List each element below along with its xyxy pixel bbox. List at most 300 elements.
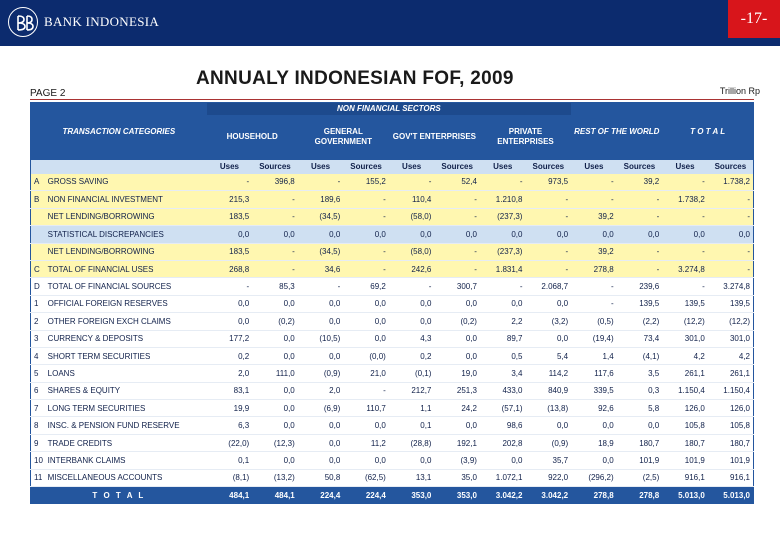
row-label: OFFICIAL FOREIGN RESERVES (45, 295, 207, 312)
group-header-row: REST OF THE WORLD (571, 103, 662, 160)
value-cell: 180,7 (662, 434, 708, 451)
value-cell: 111,0 (252, 365, 298, 382)
value-cell: 973,5 (525, 174, 571, 191)
value-cell: 0,2 (207, 347, 253, 364)
value-cell: - (434, 260, 480, 277)
value-cell: 0,0 (343, 226, 389, 243)
total-value-cell: 353,0 (389, 487, 435, 504)
value-cell: - (571, 295, 617, 312)
row-code: 3 (31, 330, 45, 347)
value-cell: 155,2 (343, 174, 389, 191)
value-cell: 177,2 (207, 330, 253, 347)
value-cell: (13,8) (525, 400, 571, 417)
value-cell: 39,2 (617, 174, 663, 191)
row-code (31, 243, 45, 260)
value-cell: 1.831,4 (480, 260, 526, 277)
value-cell: (58,0) (389, 208, 435, 225)
table-row (31, 400, 754, 417)
value-cell: 0,0 (571, 417, 617, 434)
value-cell: 0,0 (298, 417, 344, 434)
value-cell: 2,2 (480, 313, 526, 330)
value-cell: 0,0 (252, 382, 298, 399)
group-header-total: T O T A L (662, 103, 753, 160)
value-cell: 0,0 (434, 330, 480, 347)
row-label: GROSS SAVING (45, 174, 207, 191)
value-cell: 1.210,8 (480, 191, 526, 208)
value-cell: 0,0 (708, 226, 754, 243)
row-label: OTHER FOREIGN EXCH CLAIMS (45, 313, 207, 330)
value-cell: - (525, 243, 571, 260)
value-cell: (3,2) (525, 313, 571, 330)
value-cell: (237,3) (480, 208, 526, 225)
value-cell: - (571, 174, 617, 191)
row-code: C (31, 260, 45, 277)
row-code (31, 208, 45, 225)
value-cell: 0,0 (298, 434, 344, 451)
row-label: MISCELLANEOUS ACCOUNTS (45, 469, 207, 486)
total-value-cell: 484,1 (252, 487, 298, 504)
value-cell: (58,0) (389, 243, 435, 260)
value-cell: 139,5 (662, 295, 708, 312)
value-cell: 73,4 (617, 330, 663, 347)
value-cell: 0,0 (252, 347, 298, 364)
value-cell: (2,5) (617, 469, 663, 486)
value-cell: - (252, 243, 298, 260)
value-cell: 0,2 (389, 347, 435, 364)
value-cell: 433,0 (480, 382, 526, 399)
value-cell: - (252, 191, 298, 208)
page-title: ANNUALY INDONESIAN FOF, 2009 (196, 68, 514, 89)
value-cell: - (525, 191, 571, 208)
total-value-cell: 5.013,0 (662, 487, 708, 504)
value-cell: - (662, 243, 708, 260)
value-cell: 50,8 (298, 469, 344, 486)
value-cell: 0,0 (252, 400, 298, 417)
row-label: CURRENCY & DEPOSITS (45, 330, 207, 347)
value-cell: 1,1 (389, 400, 435, 417)
value-cell: 13,1 (389, 469, 435, 486)
value-cell: - (617, 191, 663, 208)
value-cell: 183,5 (207, 243, 253, 260)
value-cell: (10,5) (298, 330, 344, 347)
value-cell: 0,0 (252, 295, 298, 312)
value-cell: (0,2) (252, 313, 298, 330)
value-cell: - (708, 260, 754, 277)
uses-column-header: Uses (389, 160, 435, 174)
value-cell: 110,4 (389, 191, 435, 208)
value-cell: 189,6 (298, 191, 344, 208)
value-cell: 0,0 (298, 452, 344, 469)
value-cell: 5,4 (525, 347, 571, 364)
row-label: NON FINANCIAL INVESTMENT (45, 191, 207, 208)
value-cell: 2.068,7 (525, 278, 571, 295)
row-code: 11 (31, 469, 45, 486)
value-cell: 0,0 (207, 313, 253, 330)
row-code: B (31, 191, 45, 208)
value-cell: - (298, 174, 344, 191)
value-cell: 18,9 (571, 434, 617, 451)
value-cell: - (343, 243, 389, 260)
table-row (31, 295, 754, 312)
value-cell: 0,0 (298, 313, 344, 330)
value-cell: 39,2 (571, 243, 617, 260)
value-cell: (22,0) (207, 434, 253, 451)
value-cell: 180,7 (617, 434, 663, 451)
value-cell: 0,0 (434, 417, 480, 434)
value-cell: 916,1 (708, 469, 754, 486)
table-row (31, 208, 754, 225)
value-cell: (12,2) (708, 313, 754, 330)
total-value-cell: 5.013,0 (708, 487, 754, 504)
value-cell: 0,0 (434, 295, 480, 312)
value-cell: - (343, 382, 389, 399)
table-row (31, 174, 754, 191)
value-cell: 1.150,4 (662, 382, 708, 399)
value-cell: 0,1 (207, 452, 253, 469)
row-code: 5 (31, 365, 45, 382)
value-cell: - (207, 174, 253, 191)
value-cell: - (389, 278, 435, 295)
value-cell: (0,5) (571, 313, 617, 330)
value-cell: 139,5 (617, 295, 663, 312)
value-cell: 3,5 (617, 365, 663, 382)
value-cell: 139,5 (708, 295, 754, 312)
value-cell: 0,0 (525, 295, 571, 312)
value-cell: - (434, 208, 480, 225)
value-cell: 4,2 (708, 347, 754, 364)
sources-column-header: Sources (434, 160, 480, 174)
value-cell: - (252, 208, 298, 225)
value-cell: 2,0 (207, 365, 253, 382)
group-header-govt-enterprises: GOV'T ENTERPRISES (389, 115, 480, 160)
value-cell: (3,9) (434, 452, 480, 469)
value-cell: - (343, 191, 389, 208)
value-cell: 1,4 (571, 347, 617, 364)
fof-table (30, 102, 754, 504)
value-cell: 0,0 (662, 226, 708, 243)
value-cell: - (480, 174, 526, 191)
value-cell: 3.274,8 (662, 260, 708, 277)
value-cell: (12,3) (252, 434, 298, 451)
table-row (31, 226, 754, 243)
value-cell: 11,2 (343, 434, 389, 451)
value-cell: 69,2 (343, 278, 389, 295)
value-cell: 202,8 (480, 434, 526, 451)
table-row (31, 452, 754, 469)
sources-column-header: Sources (525, 160, 571, 174)
value-cell: (62,5) (343, 469, 389, 486)
value-cell: 85,3 (252, 278, 298, 295)
row-label: LOANS (45, 365, 207, 382)
group-header-private-enterprises: PRIVATE ENTERPRISES (480, 115, 571, 160)
value-cell: 278,8 (571, 260, 617, 277)
value-cell: 24,2 (434, 400, 480, 417)
table-row (31, 191, 754, 208)
sources-column-header: Sources (252, 160, 298, 174)
value-cell: (12,2) (662, 313, 708, 330)
value-cell: - (571, 191, 617, 208)
value-cell: 192,1 (434, 434, 480, 451)
row-code: 8 (31, 417, 45, 434)
brand-name: BANK INDONESIA (44, 14, 160, 29)
value-cell: 0,0 (207, 295, 253, 312)
value-cell: 0,0 (252, 226, 298, 243)
value-cell: 0,0 (207, 226, 253, 243)
value-cell: 6,3 (207, 417, 253, 434)
title-divider (30, 99, 754, 100)
value-cell: - (434, 243, 480, 260)
value-cell: 52,4 (434, 174, 480, 191)
value-cell: - (662, 174, 708, 191)
value-cell: 922,0 (525, 469, 571, 486)
value-cell: (0,0) (343, 347, 389, 364)
table-row (31, 278, 754, 295)
brand-logo (8, 7, 159, 37)
value-cell: 0,0 (525, 226, 571, 243)
value-cell: - (708, 243, 754, 260)
value-cell: (4,1) (617, 347, 663, 364)
sources-column-header: Sources (708, 160, 754, 174)
row-label: INSC. & PENSION FUND RESERVE (45, 417, 207, 434)
value-cell: 215,3 (207, 191, 253, 208)
value-cell: 0,0 (571, 452, 617, 469)
row-label: NET LENDING/BORROWING (45, 243, 207, 260)
row-label: TOTAL OF FINANCIAL SOURCES (45, 278, 207, 295)
total-value-cell: 224,4 (298, 487, 344, 504)
value-cell: 0,0 (617, 226, 663, 243)
row-code: 7 (31, 400, 45, 417)
value-cell: 0,5 (480, 347, 526, 364)
value-cell: 126,0 (708, 400, 754, 417)
value-cell: 0,0 (389, 295, 435, 312)
value-cell: 2,0 (298, 382, 344, 399)
value-cell: 117,6 (571, 365, 617, 382)
value-cell: - (343, 260, 389, 277)
value-cell: 0,0 (434, 347, 480, 364)
value-cell: 242,6 (389, 260, 435, 277)
row-code: 4 (31, 347, 45, 364)
value-cell: (0,9) (525, 434, 571, 451)
value-cell: (19,4) (571, 330, 617, 347)
value-cell: 840,9 (525, 382, 571, 399)
value-cell: 0,0 (252, 417, 298, 434)
value-cell: 126,0 (662, 400, 708, 417)
value-cell: (8,1) (207, 469, 253, 486)
value-cell: 83,1 (207, 382, 253, 399)
value-cell: 34,6 (298, 260, 344, 277)
value-cell: 301,0 (708, 330, 754, 347)
row-label: LONG TERM SECURITIES (45, 400, 207, 417)
row-label: SHORT TERM SECURITIES (45, 347, 207, 364)
value-cell: 268,8 (207, 260, 253, 277)
value-cell: 0,0 (389, 313, 435, 330)
uses-column-header: Uses (207, 160, 253, 174)
value-cell: 101,9 (708, 452, 754, 469)
value-cell: 0,0 (343, 313, 389, 330)
value-cell: 396,8 (252, 174, 298, 191)
value-cell: - (617, 260, 663, 277)
table-row (31, 365, 754, 382)
value-cell: 19,0 (434, 365, 480, 382)
value-cell: 0,0 (252, 452, 298, 469)
value-cell: - (525, 208, 571, 225)
total-value-cell: 278,8 (617, 487, 663, 504)
value-cell: 98,6 (480, 417, 526, 434)
value-cell: 0,0 (389, 452, 435, 469)
row-label: TRADE CREDITS (45, 434, 207, 451)
value-cell: 0,0 (480, 452, 526, 469)
value-cell: 35,0 (434, 469, 480, 486)
value-cell: 0,0 (343, 417, 389, 434)
table-row (31, 313, 754, 330)
total-row-label: T O T A L (31, 487, 207, 504)
value-cell: 1.150,4 (708, 382, 754, 399)
row-code: 10 (31, 452, 45, 469)
value-cell: 19,9 (207, 400, 253, 417)
value-cell: - (343, 208, 389, 225)
value-cell: 916,1 (662, 469, 708, 486)
value-cell: 0,0 (298, 347, 344, 364)
group-header-household: HOUSEHOLD (207, 115, 298, 160)
page-label: PAGE 2 (30, 88, 66, 99)
table-row (31, 260, 754, 277)
value-cell: - (480, 278, 526, 295)
value-cell: 101,9 (662, 452, 708, 469)
value-cell: 1.072,1 (480, 469, 526, 486)
row-code: 1 (31, 295, 45, 312)
uses-column-header: Uses (571, 160, 617, 174)
total-row (31, 487, 754, 504)
value-cell: 89,7 (480, 330, 526, 347)
value-cell: (0,2) (434, 313, 480, 330)
value-cell: (34,5) (298, 243, 344, 260)
value-cell: 0,0 (343, 330, 389, 347)
value-cell: 0,0 (298, 295, 344, 312)
table-row (31, 469, 754, 486)
value-cell: - (617, 208, 663, 225)
value-cell: 0,0 (480, 295, 526, 312)
non-financial-header: NON FINANCIAL SECTORS (207, 103, 571, 115)
value-cell: (2,2) (617, 313, 663, 330)
row-code: 9 (31, 434, 45, 451)
value-cell: (237,3) (480, 243, 526, 260)
uses-column-header: Uses (480, 160, 526, 174)
value-cell: 0,0 (434, 226, 480, 243)
value-cell: 1.738,2 (708, 174, 754, 191)
total-value-cell: 3.042,2 (480, 487, 526, 504)
row-code: 2 (31, 313, 45, 330)
page-number-badge: -17- (728, 0, 780, 38)
value-cell: 1.738,2 (662, 191, 708, 208)
value-cell: 105,8 (662, 417, 708, 434)
total-value-cell: 484,1 (207, 487, 253, 504)
value-cell: 212,7 (389, 382, 435, 399)
bank-emblem-icon (8, 7, 38, 37)
table-row (31, 330, 754, 347)
value-cell: 0,0 (525, 330, 571, 347)
row-label: STATISTICAL DISCREPANCIES (45, 226, 207, 243)
value-cell: 105,8 (708, 417, 754, 434)
value-cell: - (662, 208, 708, 225)
value-cell: 339,5 (571, 382, 617, 399)
row-label: TOTAL OF FINANCIAL USES (45, 260, 207, 277)
value-cell: - (571, 278, 617, 295)
value-cell: - (207, 278, 253, 295)
value-cell: 0,0 (343, 452, 389, 469)
value-cell: 5,8 (617, 400, 663, 417)
value-cell: 0,0 (389, 226, 435, 243)
uses-column-header: Uses (298, 160, 344, 174)
table-row (31, 434, 754, 451)
value-cell: 0,0 (252, 330, 298, 347)
total-value-cell: 3.042,2 (525, 487, 571, 504)
value-cell: 239,6 (617, 278, 663, 295)
row-label: SHARES & EQUITY (45, 382, 207, 399)
value-cell: (57,1) (480, 400, 526, 417)
value-cell: 300,7 (434, 278, 480, 295)
unit-label: Trillion Rp (719, 86, 760, 96)
value-cell: (0,1) (389, 365, 435, 382)
value-cell: 35,7 (525, 452, 571, 469)
value-cell: 101,9 (617, 452, 663, 469)
total-value-cell: 353,0 (434, 487, 480, 504)
table-row (31, 417, 754, 434)
total-value-cell: 278,8 (571, 487, 617, 504)
sources-column-header: Sources (343, 160, 389, 174)
top-banner (0, 0, 780, 46)
value-cell: - (434, 191, 480, 208)
value-cell: 0,0 (343, 295, 389, 312)
value-cell: - (389, 174, 435, 191)
value-cell: 110,7 (343, 400, 389, 417)
value-cell: (0,9) (298, 365, 344, 382)
value-cell: 0,0 (480, 226, 526, 243)
value-cell: - (252, 260, 298, 277)
table-row (31, 382, 754, 399)
value-cell: - (708, 191, 754, 208)
subheader-blank (31, 160, 207, 174)
value-cell: - (662, 278, 708, 295)
category-header-cell (31, 103, 207, 160)
value-cell: 3,4 (480, 365, 526, 382)
value-cell: (13,2) (252, 469, 298, 486)
value-cell: (6,9) (298, 400, 344, 417)
value-cell: (296,2) (571, 469, 617, 486)
table-row (31, 347, 754, 364)
row-code (31, 226, 45, 243)
category-header: TRANSACTION CATEGORIES (62, 126, 176, 136)
value-cell: 39,2 (571, 208, 617, 225)
value-cell: 0,1 (389, 417, 435, 434)
value-cell: 0,3 (617, 382, 663, 399)
value-cell: 301,0 (662, 330, 708, 347)
row-code: A (31, 174, 45, 191)
value-cell: - (617, 243, 663, 260)
total-value-cell: 224,4 (343, 487, 389, 504)
value-cell: (34,5) (298, 208, 344, 225)
value-cell: - (298, 278, 344, 295)
row-label: NET LENDING/BORROWING (45, 208, 207, 225)
row-code: D (31, 278, 45, 295)
value-cell: 0,0 (525, 417, 571, 434)
value-cell: 0,0 (617, 417, 663, 434)
row-code: 6 (31, 382, 45, 399)
row-label: INTERBANK CLAIMS (45, 452, 207, 469)
value-cell: 251,3 (434, 382, 480, 399)
value-cell: 4,2 (662, 347, 708, 364)
value-cell: 3.274,8 (708, 278, 754, 295)
value-cell: 114,2 (525, 365, 571, 382)
